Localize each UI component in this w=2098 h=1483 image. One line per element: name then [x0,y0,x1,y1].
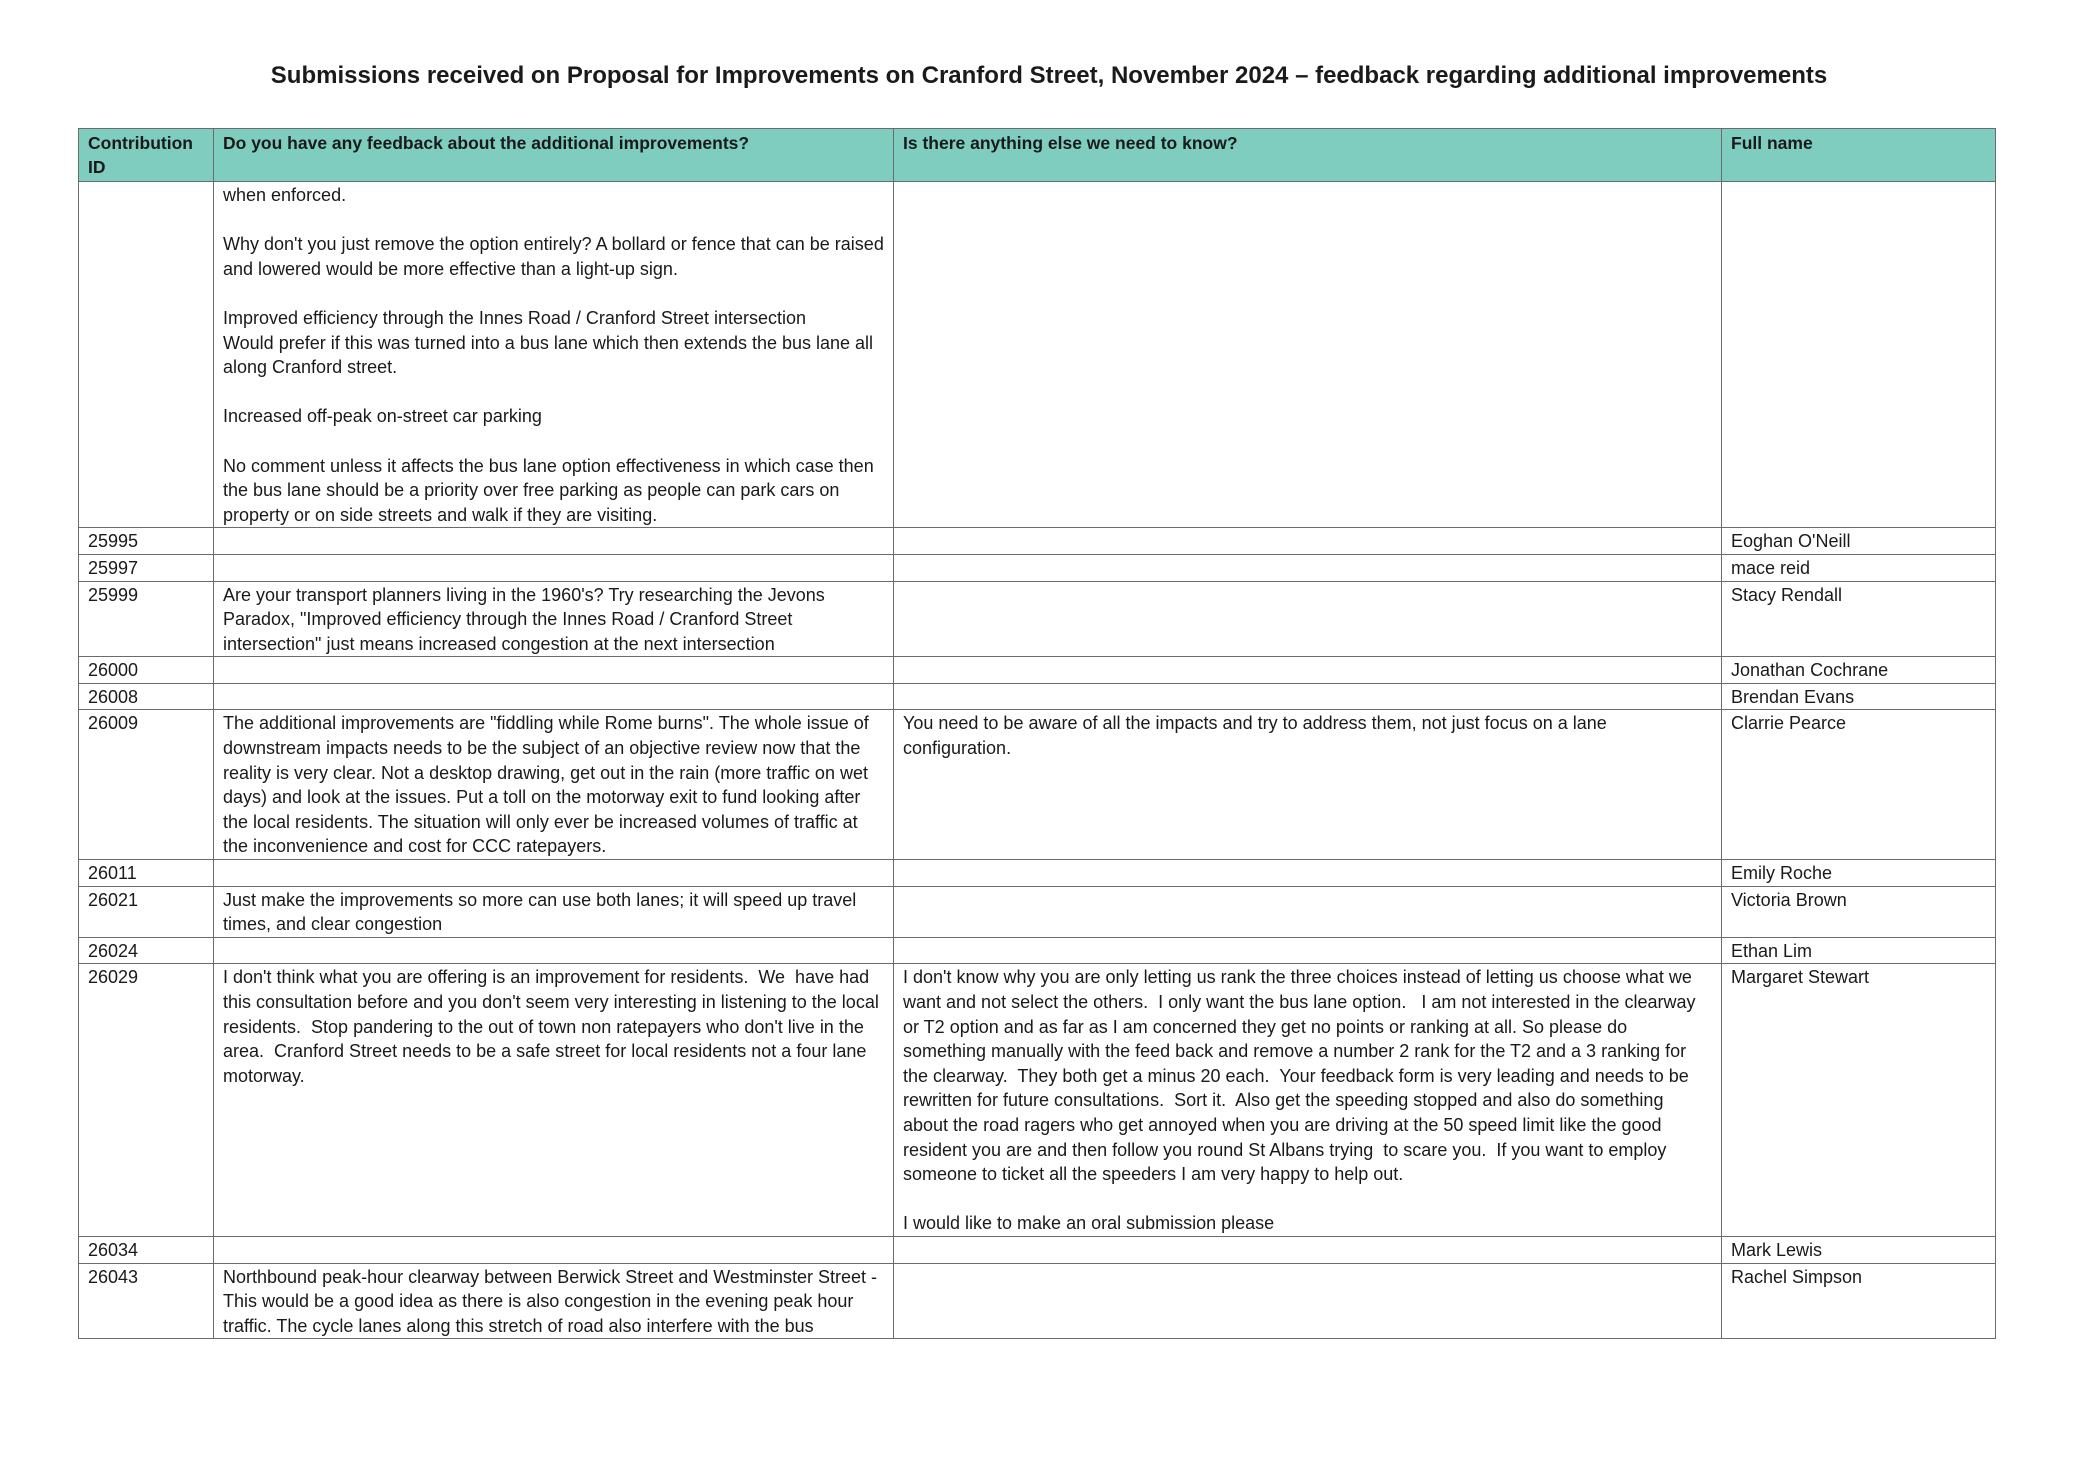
table-body [79,182,1996,1339]
cell-full-name: mace reid [1722,554,1996,581]
cell-full-name: Clarrie Pearce [1722,710,1996,860]
cell-contribution-id: 25999 [79,581,214,657]
table-row [79,581,1996,657]
table-row [79,1236,1996,1263]
cell-feedback [214,937,894,964]
cell-full-name [1722,182,1996,528]
table-row [79,182,1996,528]
cell-feedback [214,1236,894,1263]
cell-feedback: Are your transport planners living in the 1960's? Try researching the Jevons Paradox, "Improved efficiency through the Innes Road / Cranford Street intersection" just means increased congestion at the next intersection [214,581,894,657]
cell-full-name: Jonathan Cochrane [1722,657,1996,684]
cell-feedback [214,683,894,710]
cell-feedback [214,860,894,887]
cell-anything-else [894,860,1722,887]
cell-contribution-id: 25997 [79,554,214,581]
table-row [79,657,1996,684]
cell-contribution-id: 26034 [79,1236,214,1263]
header-anything-else: Is there anything else we need to know? [894,129,1722,182]
cell-feedback [214,554,894,581]
cell-feedback [214,528,894,555]
cell-full-name: Emily Roche [1722,860,1996,887]
cell-contribution-id: 25995 [79,528,214,555]
cell-anything-else [894,1263,1722,1339]
header-row [79,129,1996,182]
cell-anything-else: I don't know why you are only letting us rank the three choices instead of letting us choose what we want and not select the others. I only want the bus lane option. I am not interested in the clearway or T2 option and as far as I am concerned they get no points or ranking at all. So please do something manually with the feed back and remove a number 2 rank for the T2 and a 3 ranking for the clearway. They both get a minus 20 each. Your feedback form is very leading and needs to be rewritten for future consultations. Sort it. Also get the speeding stopped and also do something about the road ragers who get annoyed when you are driving at the 50 speed limit like the good resident you are and then follow you round St Albans trying to scare you. If you want to employ someone to ticket all the speeders I am very happy to help out. I would like to make an oral submission please [894,964,1722,1237]
cell-contribution-id: 26043 [79,1263,214,1339]
header-full-name: Full name [1722,129,1996,182]
cell-feedback: The additional improvements are "fiddling while Rome burns". The whole issue of downstream impacts needs to be the subject of an objective review now that the reality is very clear. Not a desktop drawing, get out in the rain (more traffic on wet days) and look at the issues. Put a toll on the motorway exit to fund looking after the local residents. The situation will only ever be increased volumes of traffic at the inconvenience and cost for CCC ratepayers. [214,710,894,860]
cell-anything-else [894,886,1722,937]
cell-anything-else [894,1236,1722,1263]
header-feedback: Do you have any feedback about the additional improvements? [214,129,894,182]
cell-full-name: Brendan Evans [1722,683,1996,710]
cell-anything-else [894,182,1722,528]
cell-contribution-id: 26008 [79,683,214,710]
table-row [79,683,1996,710]
cell-anything-else [894,937,1722,964]
cell-contribution-id: 26029 [79,964,214,1237]
page-title: Submissions received on Proposal for Improvements on Cranford Street, November 2024 – feedback regarding additional improvements [270,62,1828,89]
cell-feedback: when enforced. Why don't you just remove the option entirely? A bollard or fence that can be raised and lowered would be more effective than a light-up sign. Improved efficiency through the Innes Road / Cranford Street intersection Would prefer if this was turned into a bus lane which then extends the bus lane all along Cranford street. Increased off-peak on-street car parking No comment unless it affects the bus lane option effectiveness in which case then the bus lane should be a priority over free parking as people can park cars on property or on side streets and walk if they are visiting. [214,182,894,528]
cell-full-name: Rachel Simpson [1722,1263,1996,1339]
cell-full-name: Mark Lewis [1722,1236,1996,1263]
table-row [79,1263,1996,1339]
cell-contribution-id: 26011 [79,860,214,887]
cell-contribution-id: 26000 [79,657,214,684]
cell-full-name: Margaret Stewart [1722,964,1996,1237]
table-header [79,129,1996,182]
table-row [79,937,1996,964]
cell-full-name: Eoghan O'Neill [1722,528,1996,555]
cell-contribution-id [79,182,214,528]
cell-anything-else: You need to be aware of all the impacts and try to address them, not just focus on a lane configuration. [894,710,1722,860]
cell-contribution-id: 26021 [79,886,214,937]
cell-contribution-id: 26009 [79,710,214,860]
cell-contribution-id: 26024 [79,937,214,964]
cell-anything-else [894,528,1722,555]
table-row [79,964,1996,1237]
cell-anything-else [894,581,1722,657]
cell-feedback: Just make the improvements so more can use both lanes; it will speed up travel times, and clear congestion [214,886,894,937]
table-row [79,886,1996,937]
cell-feedback: I don't think what you are offering is an improvement for residents. We have had this consultation before and you don't seem very interesting in listening to the local residents. Stop pandering to the out of town non ratepayers who don't live in the area. Cranford Street needs to be a safe street for local residents not a four lane motorway. [214,964,894,1237]
cell-anything-else [894,554,1722,581]
cell-anything-else [894,657,1722,684]
table-row [79,528,1996,555]
cell-feedback [214,657,894,684]
cell-anything-else [894,683,1722,710]
cell-full-name: Stacy Rendall [1722,581,1996,657]
header-contribution-id: Contribution ID [79,129,214,182]
table-row [79,710,1996,860]
cell-feedback: Northbound peak-hour clearway between Berwick Street and Westminster Street - This would be a good idea as there is also congestion in the evening peak hour traffic. The cycle lanes along this stretch of road also interfere with the bus [214,1263,894,1339]
cell-full-name: Victoria Brown [1722,886,1996,937]
submissions-table [78,128,1996,1339]
table-row [79,554,1996,581]
table-row [79,860,1996,887]
cell-full-name: Ethan Lim [1722,937,1996,964]
